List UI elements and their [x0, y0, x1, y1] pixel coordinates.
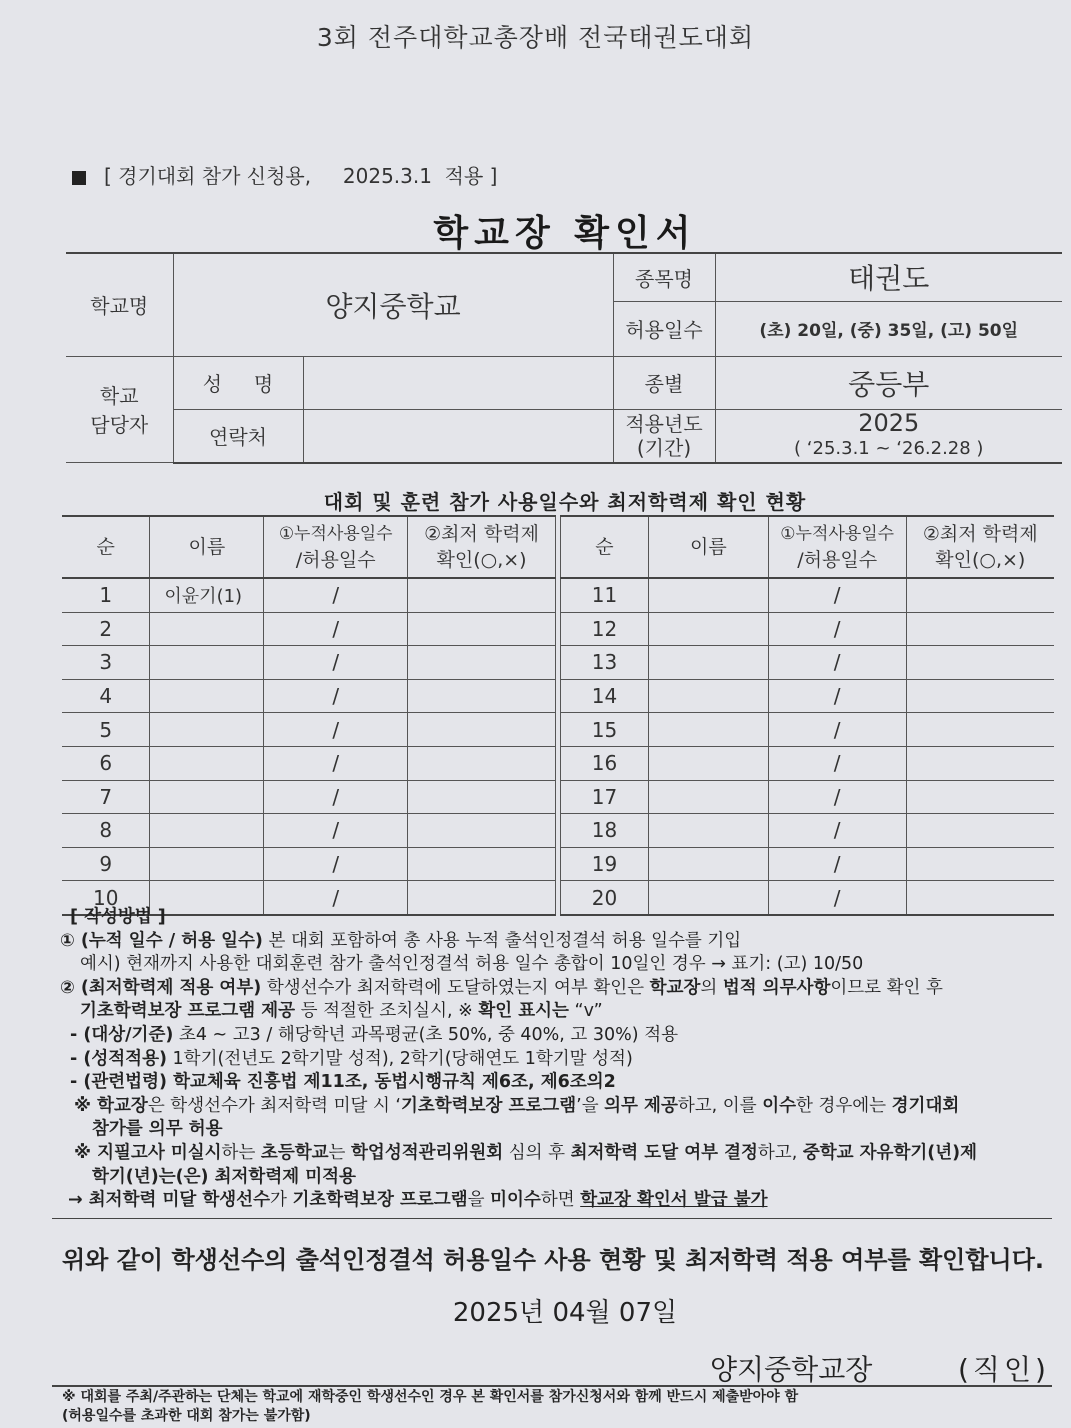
row-days[interactable]: /	[768, 578, 906, 612]
detail-grades: - (성적적용) 1학기(전년도 2학기말 성적), 2학기(당해연도 1학기말 성적)	[70, 1048, 633, 1069]
manager-name-value[interactable]	[303, 356, 613, 409]
row-number: 4	[62, 679, 150, 713]
row-check[interactable]	[408, 746, 556, 780]
year-value-year: 2025	[858, 408, 920, 437]
form-note	[72, 160, 497, 189]
row-check[interactable]	[906, 612, 1054, 646]
records-title: 대회 및 훈련 참가 사용일수와 최저학력제 확인 현황	[323, 490, 807, 514]
divider	[52, 1218, 1052, 1219]
allowed-days-value: (초) 20일, (중) 35일, (고) 50일	[715, 301, 1062, 356]
manager-label-line1: 학교	[99, 384, 139, 409]
row-days[interactable]: /	[264, 780, 408, 814]
row-check[interactable]	[906, 780, 1054, 814]
row-check[interactable]	[408, 814, 556, 848]
row-number: 12	[561, 612, 649, 646]
row-days[interactable]: /	[264, 746, 408, 780]
allowed-days-label: 허용일수	[613, 301, 715, 356]
row-number: 7	[62, 780, 150, 814]
table-row	[62, 746, 556, 780]
school-name-label: 학교명	[66, 253, 173, 356]
row-name[interactable]	[648, 814, 768, 848]
year-label-line1: 적용년도	[625, 411, 703, 436]
note-2: ※ 지필고사 미실시하는 초등학교는 학업성적관리위원회 심의 후 최저학력 도달 여부 결정하고, 중학교 자유학기(년)제	[74, 1142, 978, 1163]
row-number: 17	[561, 780, 649, 814]
row-name[interactable]	[648, 578, 768, 612]
manager-name-label: 성 명	[173, 356, 303, 409]
row-check[interactable]	[906, 646, 1054, 680]
row-check[interactable]	[906, 578, 1054, 612]
footnote-line2: (허용일수를 초과한 대회 참가는 불가함)	[62, 1408, 311, 1424]
row-number: 8	[62, 814, 150, 848]
col-check-line2: 확인(○,×)	[436, 549, 527, 571]
instructions	[60, 906, 1050, 1213]
detail-laws: - (관련법령) 학교체육 진흥법 제11조, 동법시행규칙 제6조, 제6조의2	[70, 1072, 616, 1093]
footnote-line1: ※ 대회를 주최/주관하는 단체는 학교에 재학중인 학생선수인 경우 본 확인서를 참가신청서와 함께 반드시 제출받아야 함	[62, 1389, 799, 1405]
row-name[interactable]	[150, 746, 264, 780]
row-days[interactable]: /	[768, 612, 906, 646]
col-days-line1: ①누적사용일수	[278, 524, 393, 544]
row-name[interactable]	[648, 612, 768, 646]
row-name[interactable]	[648, 713, 768, 747]
col-days-line1: ①누적사용일수	[780, 524, 895, 544]
records-table-left	[62, 515, 556, 916]
row-days[interactable]: /	[264, 814, 408, 848]
table-row	[561, 646, 1055, 680]
col-check-line2: 확인(○,×)	[935, 549, 1026, 571]
table-row	[62, 646, 556, 680]
col-days-line2: /허용일수	[797, 549, 878, 571]
row-number: 9	[62, 847, 150, 881]
table-row	[561, 578, 1055, 612]
row-name[interactable]	[150, 713, 264, 747]
row-days[interactable]: /	[264, 646, 408, 680]
row-number: 5	[62, 713, 150, 747]
note-1: ※ 학교장은 학생선수가 최저학력 미달 시 ‘기초학력보장 프로그램’을 의무 제공하고, 이를 이수한 경우에는 경기대회	[74, 1095, 960, 1116]
table-row	[561, 780, 1055, 814]
col-days-header	[264, 516, 408, 578]
row-check[interactable]	[906, 847, 1054, 881]
row-days[interactable]: /	[264, 713, 408, 747]
row-name[interactable]	[150, 814, 264, 848]
table-row	[62, 847, 556, 881]
confirmation-statement: 위와 같이 학생선수의 출석인정결석 허용일수 사용 현황 및 최저학력 적용 여부를 확인합니다.	[62, 1246, 1045, 1274]
row-number: 16	[561, 746, 649, 780]
row-days[interactable]: /	[768, 713, 906, 747]
manager-label	[66, 356, 173, 463]
row-check[interactable]	[906, 814, 1054, 848]
table-row	[62, 713, 556, 747]
school-name-value: 양지중학교	[173, 253, 613, 356]
manager-label-line2: 담당자	[90, 413, 149, 438]
issue-date: 2025년 04월 07일	[452, 1298, 678, 1328]
row-days[interactable]: /	[264, 578, 408, 612]
row-check[interactable]	[408, 578, 556, 612]
row-days[interactable]: /	[768, 881, 906, 915]
instruction-1-example: 예시) 현재까지 사용한 대회훈련 참가 출석인정결석 허용 일수 총합이 10일인 경우 → 표기: (고) 10/50	[80, 954, 864, 975]
row-number: 15	[561, 713, 649, 747]
table-row	[561, 746, 1055, 780]
table-row	[561, 814, 1055, 848]
row-check[interactable]	[408, 679, 556, 713]
sport-value: 태권도	[715, 253, 1062, 301]
year-label	[613, 409, 715, 463]
row-check[interactable]	[408, 847, 556, 881]
row-name[interactable]	[150, 612, 264, 646]
division-label: 종별	[613, 356, 715, 409]
table-row	[561, 679, 1055, 713]
instructions-heading: [ 작성방법 ]	[70, 907, 166, 927]
col-check-line1: ②최저 학력제	[922, 523, 1038, 545]
col-days-line2: /허용일수	[295, 549, 376, 571]
instruction-2-line2: 기초학력보장 프로그램 제공 등 적절한 조치실시, ※ 확인 표시는 “v”	[80, 1001, 603, 1022]
col-no-header: 순	[561, 516, 649, 578]
row-days[interactable]: /	[768, 679, 906, 713]
row-check[interactable]	[906, 679, 1054, 713]
row-name[interactable]	[648, 679, 768, 713]
row-number: 2	[62, 612, 150, 646]
document-title: 학교장 확인서	[433, 213, 697, 254]
event-title: 3회 전주대학교총장배 전국태권도대회	[316, 23, 755, 52]
row-days[interactable]: /	[768, 646, 906, 680]
row-number: 20	[561, 881, 649, 915]
form-note-text: [ 경기대회 참가 신청용, 2025.3.1 적용 ]	[104, 164, 498, 188]
row-check[interactable]	[408, 646, 556, 680]
col-check-line1: ②최저 학력제	[424, 523, 539, 545]
row-days[interactable]: /	[768, 780, 906, 814]
table-row	[561, 612, 1055, 646]
col-no-header: 순	[62, 516, 150, 578]
row-check[interactable]	[906, 746, 1054, 780]
col-check-header	[906, 516, 1054, 578]
row-check[interactable]	[906, 713, 1054, 747]
row-days[interactable]: /	[768, 847, 906, 881]
row-number: 6	[62, 746, 150, 780]
row-name[interactable]	[648, 780, 768, 814]
col-days-header	[768, 516, 906, 578]
instruction-1: ① (누적 일수 / 허용 일수) 본 대회 포함하여 총 사용 누적 출석인정결석 허용 일수를 기입	[60, 930, 742, 951]
row-name[interactable]	[150, 679, 264, 713]
square-bullet-icon	[72, 171, 86, 185]
row-number: 14	[561, 679, 649, 713]
instruction-2: ② (최저학력제 적용 여부) 학생선수가 최저학력에 도달하였는지 여부 확인은 학교장의 법적 의무사항이므로 확인 후	[60, 977, 943, 998]
note-2-line2: 학기(년)는(은) 최저학력제 미적용	[92, 1166, 356, 1187]
manager-contact-label: 연락처	[173, 409, 303, 463]
row-days[interactable]: /	[264, 679, 408, 713]
detail-target: - (대상/기준) 초4 ~ 고3 / 해당학년 과목평균(초 50%, 중 40%, 고 30%) 적용	[70, 1024, 678, 1045]
row-number: 11	[561, 578, 649, 612]
principal-name: 양지중학교장	[710, 1353, 873, 1386]
row-check[interactable]	[408, 612, 556, 646]
row-days[interactable]: /	[264, 847, 408, 881]
row-number: 3	[62, 646, 150, 680]
row-number: 13	[561, 646, 649, 680]
row-days[interactable]: /	[768, 746, 906, 780]
note-1-line2: 참가를 의무 허용	[92, 1119, 223, 1140]
row-number: 18	[561, 814, 649, 848]
sport-label: 종목명	[613, 253, 715, 301]
row-name[interactable]	[150, 780, 264, 814]
arrow-note: → 최저학력 미달 학생선수가 기초학력보장 프로그램을 미이수하면 학교장 확인서 발급 불가	[68, 1190, 768, 1211]
records-right-body	[561, 578, 1055, 915]
row-number: 1	[62, 578, 150, 612]
info-table	[66, 252, 1062, 464]
table-row	[62, 679, 556, 713]
table-row	[62, 814, 556, 848]
row-name[interactable]	[150, 847, 264, 881]
row-days[interactable]: /	[264, 612, 408, 646]
row-name[interactable]	[648, 646, 768, 680]
row-number: 19	[561, 847, 649, 881]
footer-divider	[52, 1385, 1052, 1387]
row-number: 10	[62, 881, 150, 915]
year-value	[715, 409, 1062, 463]
records-left-body	[62, 578, 556, 915]
col-name-header: 이름	[150, 516, 264, 578]
row-name[interactable]	[150, 646, 264, 680]
row-days[interactable]: /	[264, 881, 408, 915]
row-check[interactable]	[408, 780, 556, 814]
year-label-line2: (기간)	[636, 435, 692, 460]
official-seal: (직인)	[958, 1353, 1050, 1386]
col-check-header	[408, 516, 556, 578]
row-name[interactable]	[648, 847, 768, 881]
row-name[interactable]: 이윤기(1)	[150, 578, 264, 612]
col-name-header: 이름	[648, 516, 768, 578]
year-value-period: ( ‘25.3.1 ~ ‘26.2.28 )	[794, 437, 984, 459]
row-name[interactable]	[648, 746, 768, 780]
division-value: 중등부	[715, 356, 1062, 409]
row-check[interactable]	[408, 713, 556, 747]
table-row	[561, 713, 1055, 747]
manager-contact-value[interactable]	[303, 409, 613, 463]
table-row	[62, 612, 556, 646]
row-days[interactable]: /	[768, 814, 906, 848]
table-row	[62, 780, 556, 814]
table-row	[62, 578, 556, 612]
footnote	[62, 1388, 1062, 1426]
table-row	[561, 847, 1055, 881]
records-table-right	[560, 515, 1054, 916]
